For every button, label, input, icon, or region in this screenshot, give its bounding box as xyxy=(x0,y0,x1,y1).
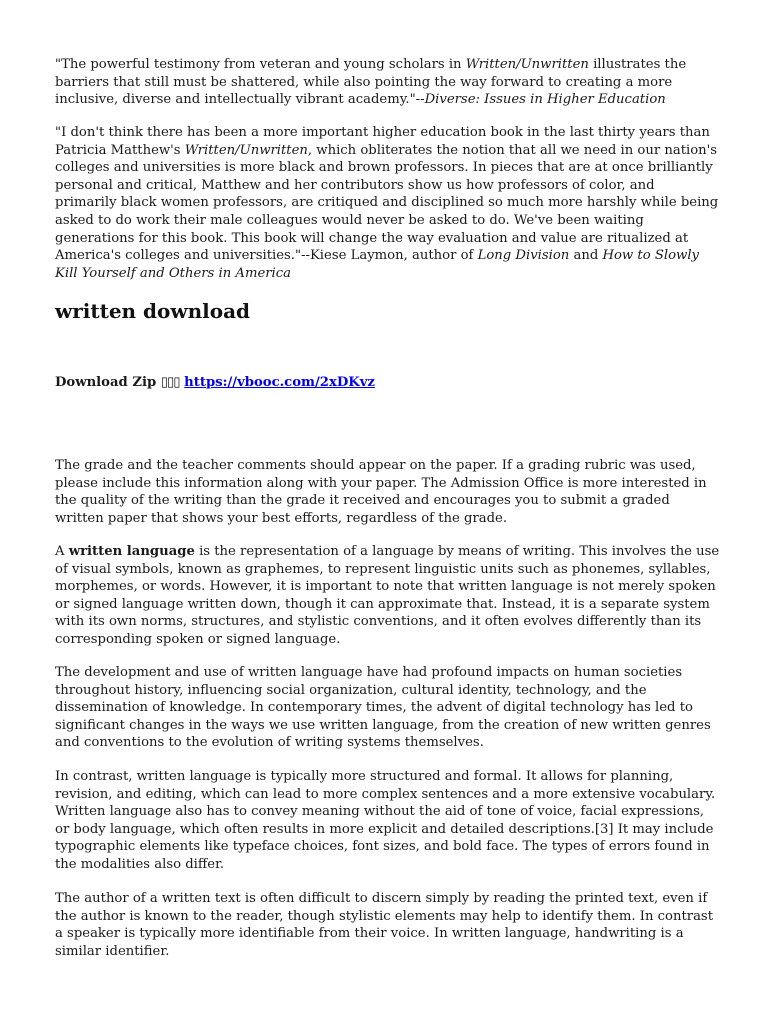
paragraph-text: is the representation of a language by means of writing. This involves the use of visual symbols, known as graphemes, to represent linguistic units such as phonemes, syllables, morphemes, or words. However, it is important to note that written language is not merely spoken or signed language written down, though it can approximate that. Instead, it is a separate system with its own norms, structures, and stylistic conventions, and it often evolves differently than its corresponding spoken or signed language. xyxy=(55,544,720,647)
quote-text: , which obliterates the notion that all we need in our nation's colleges and universities is more black and brown professors. In pieces that are at once brilliantly personal and critical, Matthew and her contributors show us how professors of color, and primarily black women professors, are critiqued and disciplined so much more harshly while being asked to do work their male colleagues would never be asked to do. We've been waiting generations for this book. This book will change the way evaluation and value are ritualized at America's colleges and universities."--Kiese Laymon, author of xyxy=(55,142,719,264)
paragraph-development: The development and use of written language have had profound impacts on human societies throughout history, influencing social organization, cultural identity, technology, and the dissemination of knowledge. In contemporary times, the advent of digital technology has led to significant changes in the ways we use written language, from the creation of new written genres and conventions to the evolution of writing systems themselves. xyxy=(55,665,711,751)
review-quote-diverse xyxy=(55,56,720,109)
download-label: Download Zip xyxy=(55,375,157,390)
paragraph-definition xyxy=(55,543,720,649)
quote-text: "The powerful testimony from veteran and young scholars in xyxy=(55,57,466,72)
book-title: Long Division xyxy=(477,248,570,264)
paragraph-contrast: In contrast, written language is typically more structured and formal. It allows for planning, revision, and editing, which can lead to more complex sentences and a more extensive vocabulary. Written language also has to convey meaning without the aid of tone of voice, facial expressions, or body language, which often results in more explicit and detailed descriptions.[3] It may include typographic elements like typeface choices, font sizes, and bold face. The types of errors found in the modalities also differ. xyxy=(55,769,716,872)
paragraph-author: The author of a written text is often difficult to discern simply by reading the printed text, even if the author is known to the reader, though stylistic elements may help to identify them. In contrast a speaker is typically more identifiable from their voice. In written language, handwriting is a similar identifier. xyxy=(55,891,713,959)
section-heading: written download xyxy=(55,299,251,323)
quote-source: Diverse: Issues in Higher Education xyxy=(424,92,666,108)
book-title: How to Slowly Kill Yourself and Others in America xyxy=(55,248,699,281)
paragraph-text: A xyxy=(55,544,69,559)
missing-glyph-icon: ▯▯▯ xyxy=(160,375,180,390)
book-title: Written/Unwritten xyxy=(184,142,308,158)
review-quote-laymon xyxy=(55,124,720,282)
defined-term: written language xyxy=(68,544,195,559)
quote-text: illustrates the barriers that still must be shattered, while also pointing the way forward to creating a more inclusive, diverse and intellectually vibrant academy."-- xyxy=(55,57,687,108)
download-line xyxy=(55,374,720,392)
quote-text: "I don't think there has been a more important higher education book in the last thirty years than Patricia Matthew's xyxy=(55,125,710,158)
quote-text: and xyxy=(569,248,603,264)
paragraph-grade: The grade and the teacher comments should appear on the paper. If a grading rubric was used, please include this information along with your paper. The Admission Office is more interested in the quality of the writing than the grade it received and encourages you to submit a graded written paper that shows your best efforts, regardless of the grade. xyxy=(55,458,707,526)
download-link[interactable]: https://vbooc.com/2xDKvz xyxy=(184,375,375,390)
book-title: Written/Unwritten xyxy=(465,57,589,72)
